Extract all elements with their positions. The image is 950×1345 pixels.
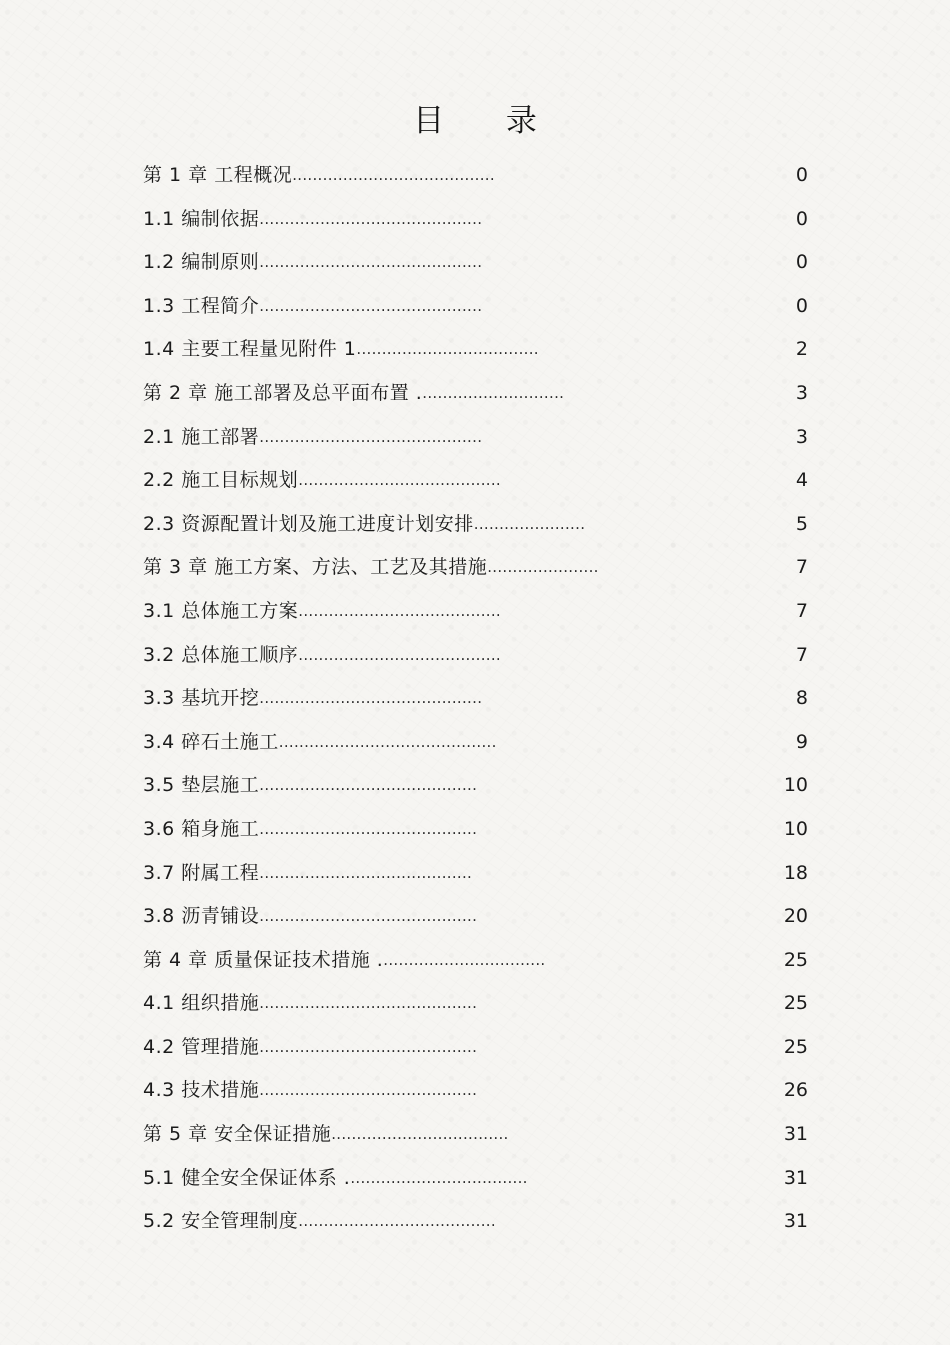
toc-entry[interactable] (143, 982, 808, 1026)
toc-entry[interactable] (143, 328, 808, 372)
toc-entry[interactable] (143, 1157, 808, 1201)
toc-entry[interactable] (143, 372, 808, 416)
toc-page-number: 2 (795, 338, 808, 361)
toc-page-number: 9 (795, 730, 808, 753)
toc-entry-label: 1.3 工程简介 (143, 294, 260, 317)
toc-entry-label: 2.3 资源配置计划及施工进度计划安排 (143, 512, 474, 535)
toc-leader-dots: ............................................ (259, 209, 483, 228)
toc-entry[interactable] (143, 590, 808, 634)
toc-entry[interactable] (143, 1069, 808, 1113)
toc-page-number: 0 (795, 251, 808, 274)
table-of-contents (143, 154, 808, 1244)
toc-leader-dots: ........................................ (298, 645, 501, 664)
toc-page-number: 31 (783, 1166, 808, 1189)
toc-entry[interactable] (143, 285, 808, 329)
toc-entry[interactable] (143, 939, 808, 983)
toc-page-number: 25 (783, 1035, 808, 1058)
toc-entry-label: 3.2 总体施工顺序 (143, 643, 299, 666)
toc-entry[interactable] (143, 852, 808, 896)
toc-entry[interactable] (143, 1200, 808, 1244)
toc-leader-dots: ............................................ (259, 296, 483, 315)
toc-entry[interactable] (143, 546, 808, 590)
toc-title: 目 录 (413, 103, 563, 139)
toc-entry[interactable] (143, 677, 808, 721)
toc-entry-label: 第 4 章 质量保证技术措施 . (143, 948, 384, 971)
toc-page-number: 7 (795, 556, 808, 579)
toc-entry-label: 第 3 章 施工方案、方法、工艺及其措施 (143, 556, 488, 579)
toc-page-number: 5 (795, 512, 808, 535)
toc-leader-dots: .................................... (356, 340, 539, 359)
toc-page-number: 8 (795, 687, 808, 710)
toc-leader-dots: ........................................... (278, 732, 497, 751)
toc-entry[interactable] (143, 808, 808, 852)
toc-page-number: 31 (783, 1123, 808, 1146)
toc-entry-label: 第 2 章 施工部署及总平面布置 . (143, 381, 423, 404)
toc-page-number: 4 (795, 469, 808, 492)
toc-entry[interactable] (143, 503, 808, 547)
toc-entry-label: 3.6 箱身施工 (143, 817, 260, 840)
toc-leader-dots: ...................... (487, 558, 599, 577)
toc-entry[interactable] (143, 241, 808, 285)
toc-leader-dots: ...................... (473, 514, 586, 533)
toc-leader-dots: ........................................... (259, 907, 478, 926)
toc-entry-label: 3.5 垫层施工 (143, 774, 260, 797)
toc-leader-dots: ........................................ (292, 166, 495, 184)
toc-entry-label: 3.4 碎石土施工 (143, 730, 279, 753)
toc-leader-dots: ........................................... (259, 1037, 478, 1056)
toc-entry[interactable] (143, 1113, 808, 1157)
toc-leader-dots: ........................................ (298, 471, 501, 490)
toc-page-number: 0 (795, 294, 808, 317)
toc-page-number: 10 (783, 817, 808, 840)
toc-leader-dots: ............................ (422, 383, 565, 402)
toc-entry[interactable] (143, 459, 808, 503)
toc-leader-dots: ................................ (383, 950, 546, 969)
toc-page-number: 26 (783, 1079, 808, 1102)
toc-entry-label: 3.7 附属工程 (143, 861, 260, 884)
toc-page-number: 0 (795, 164, 808, 186)
toc-leader-dots: ................................... (350, 1168, 528, 1187)
toc-page-number: 3 (795, 381, 808, 404)
toc-entry[interactable] (143, 198, 808, 242)
toc-entry-label: 1.1 编制依据 (143, 207, 260, 230)
toc-entry[interactable] (143, 764, 808, 808)
toc-entry-label: 4.3 技术措施 (143, 1079, 260, 1102)
toc-page-number: 7 (795, 643, 808, 666)
toc-entry-label: 1.2 编制原则 (143, 251, 260, 274)
toc-leader-dots: .......................................... (259, 863, 473, 882)
toc-entry-label: 5.1 健全安全保证体系 . (143, 1166, 351, 1189)
toc-entry-label: 3.3 基坑开挖 (143, 687, 260, 710)
toc-entry[interactable] (143, 154, 808, 198)
toc-entry-label: 4.2 管理措施 (143, 1035, 260, 1058)
toc-leader-dots: ....................................... (298, 1212, 496, 1231)
toc-entry-label: 3.1 总体施工方案 (143, 599, 299, 622)
toc-entry[interactable] (143, 634, 808, 678)
toc-page-number: 25 (783, 992, 808, 1015)
toc-entry[interactable] (143, 1026, 808, 1070)
toc-page-number: 20 (783, 905, 808, 928)
toc-leader-dots: ............................................ (259, 253, 483, 272)
toc-entry-label: 4.1 组织措施 (143, 992, 260, 1015)
toc-page-number: 0 (795, 207, 808, 230)
toc-page-number: 3 (795, 425, 808, 448)
toc-leader-dots: ........................................... (259, 994, 478, 1013)
toc-leader-dots: ............................................ (259, 689, 483, 708)
toc-entry-label: 第 5 章 安全保证措施 (143, 1123, 332, 1146)
toc-leader-dots: ........................................... (259, 776, 478, 795)
toc-leader-dots: ........................................... (259, 819, 478, 838)
toc-leader-dots: ........................................... (259, 1081, 478, 1100)
toc-entry-label: 1.4 主要工程量见附件 1 (143, 338, 357, 361)
toc-entry[interactable] (143, 895, 808, 939)
toc-entry-label: 3.8 沥青铺设 (143, 905, 260, 928)
toc-entry-label: 5.2 安全管理制度 (143, 1210, 299, 1233)
toc-page-number: 18 (783, 861, 808, 884)
toc-entry[interactable] (143, 721, 808, 765)
toc-entry[interactable] (143, 416, 808, 460)
toc-page-number: 25 (783, 948, 808, 971)
toc-page-number: 31 (783, 1210, 808, 1233)
toc-leader-dots: ............................................ (259, 427, 483, 446)
toc-page-number: 10 (783, 774, 808, 797)
toc-entry-label: 2.2 施工目标规划 (143, 469, 299, 492)
toc-entry-label: 2.1 施工部署 (143, 425, 260, 448)
toc-entry-label: 第 1 章 工程概况 (143, 164, 293, 186)
toc-page-number: 7 (795, 599, 808, 622)
toc-leader-dots: ........................................ (298, 601, 501, 620)
toc-leader-dots: ................................... (331, 1125, 509, 1144)
